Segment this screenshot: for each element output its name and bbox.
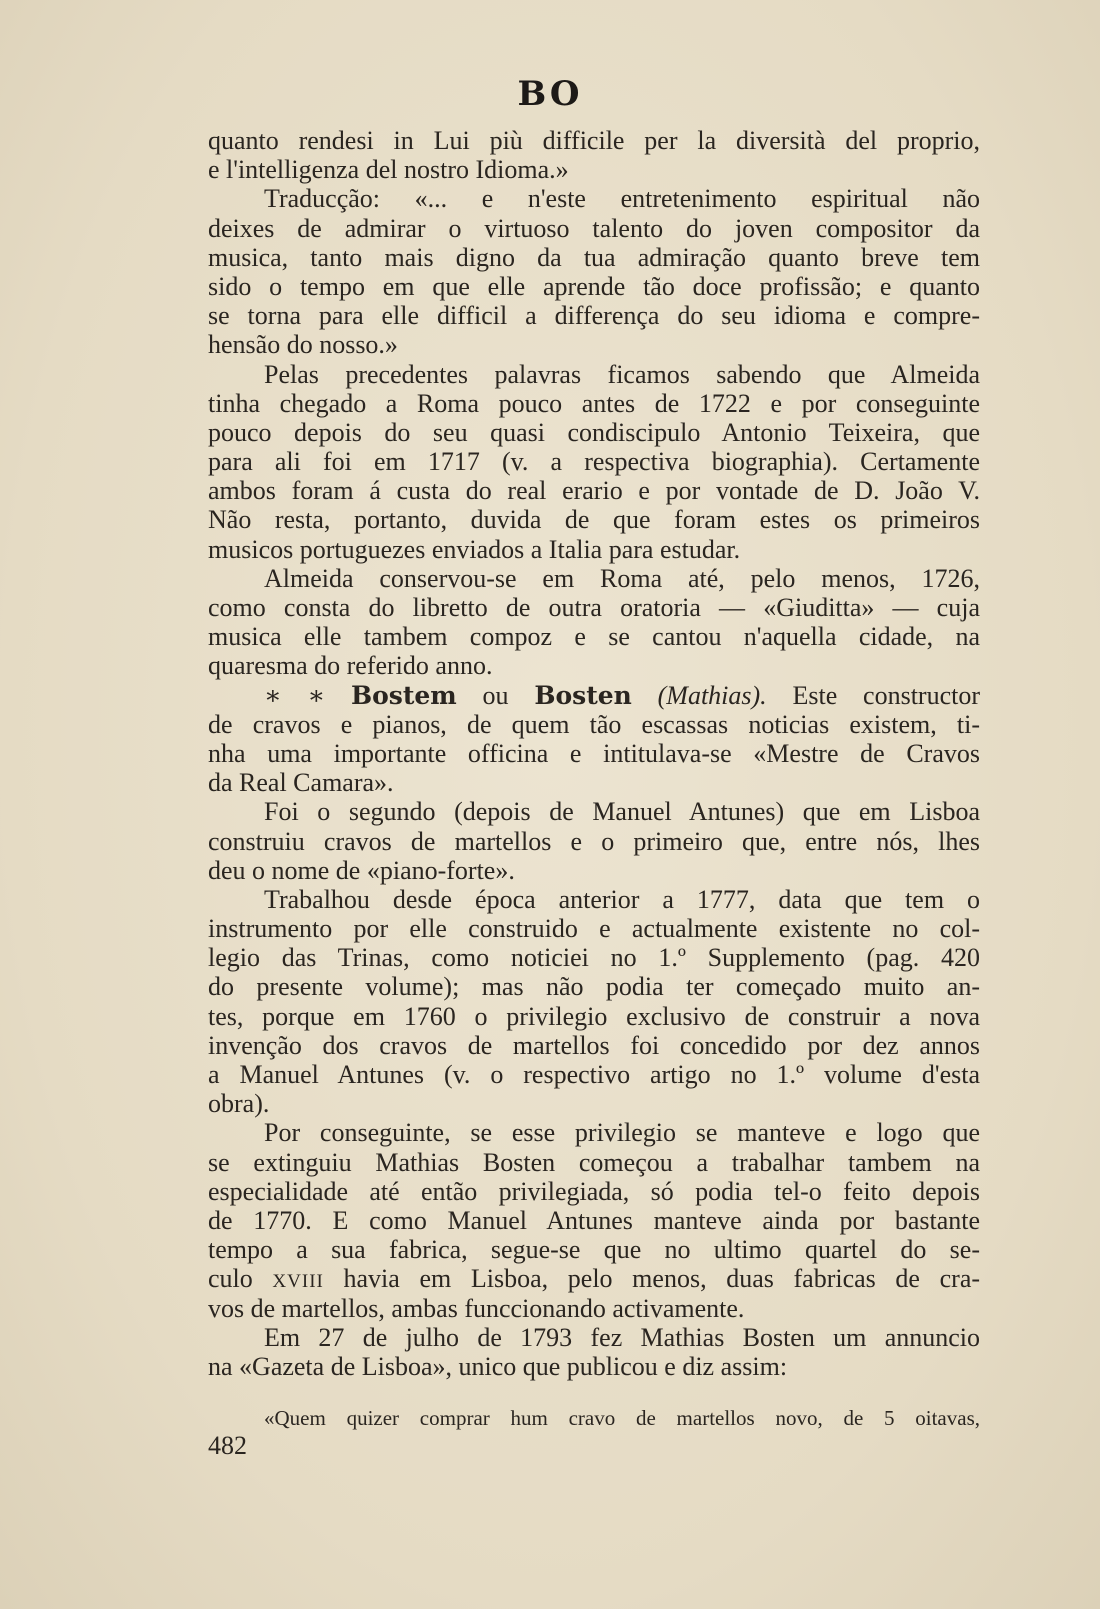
entry-name-alt: Bosten [534,680,632,710]
text-line: construiu cravos de martellos e o primeiro que, entre nós, lhes [208,826,980,856]
text-line: se torna para elle difficil a differença do seu idioma e compre- [208,301,980,331]
text-line: invenção dos cravos de martellos foi concedido por dez annos [208,1030,980,1060]
text-line: sido o tempo em que elle aprende tão doce profissão; e quanto [208,271,980,301]
century-after: havia em Lisboa, pelo menos, duas fabricas de cra- [343,1264,980,1294]
text-line: especialidade até então privilegiada, só podia tel-o feito depois [208,1176,980,1206]
text-line: nha uma importante officina e intitulava-se «Mestre de Cravos [208,738,980,768]
text-line: obra). [208,1089,270,1119]
text-line: Não resta, portanto, duvida de que foram estes os primeiros [208,505,980,535]
text-line: da Real Camara». [208,768,394,798]
text-line [208,1264,980,1293]
century-before: culo [208,1264,253,1294]
text-line: para ali foi em 1717 (v. a respectiva biographia). Certamente [208,447,980,477]
text-line: tes, porque em 1760 o privilegio exclusivo de construir a nova [208,1001,980,1031]
entry-first-name: (Mathias). [657,680,767,710]
text-line: tinha chegado a Roma pouco antes de 1722 e por conseguinte [208,388,980,418]
text-line: ambos foram á custa do real erario e por vontade de D. João V. [208,476,980,506]
text-line: Por conseguinte, se esse privilegio se manteve e logo que [264,1118,980,1148]
text-line: como consta do libretto de outra oratoria — «Giuditta» — cuja [208,593,980,622]
text-line: Em 27 de julho de 1793 fez Mathias Bosten um annuncio [264,1322,980,1352]
text-line: pouco depois do seu quasi condiscipulo Antonio Teixeira, que [208,417,980,447]
text-line: instrumento por elle construido e actualmente existente no col- [208,914,980,944]
text-line: Traducção: «... e n'este entretenimento espiritual não [264,184,980,214]
running-head: BO [517,74,583,114]
entry-text: Este constructor [792,680,980,710]
spacer [208,1381,980,1403]
body-text [208,126,980,1463]
text-line: quanto rendesi in Lui più difficile per la diversità del proprio, [208,126,980,155]
text-line: legio das Trinas, como noticiei no 1.º Supplemento (pag. 420 [208,943,980,973]
text-line: Trabalhou desde época anterior a 1777, data que tem o [264,884,980,914]
text-line: Pelas precedentes palavras ficamos sabendo que Almeida [264,359,980,389]
text-line: a Manuel Antunes (v. o respectivo artigo no 1.º volume d'esta [208,1060,980,1089]
text-line: do presente volume); mas não podia ter começado muito an- [208,972,980,1002]
text-line: deu o nome de «piano-forte». [208,855,515,885]
quoted-advertisement: «Quem quizer comprar hum cravo de martellos novo, de 5 oitavas, [264,1406,980,1431]
entry-name: Bostem [350,680,457,710]
text-line: se extinguiu Mathias Bosten começou a trabalhar tambem na [208,1147,980,1177]
century-numeral: XVIII [272,1271,324,1293]
text-line: Foi o segundo (depois de Manuel Antunes) que em Lisboa [264,797,980,827]
text-line: na «Gazeta de Lisboa», unico que publicou e diz assim: [208,1351,788,1381]
text-line [208,681,980,710]
text-line: musica, tanto mais digno da tua admiração quanto breve tem [208,242,980,272]
text-line: vos de martellos, ambas funccionando activamente. [208,1293,745,1323]
text-line: Almeida conservou-se em Roma até, pelo menos, 1726, [264,563,980,593]
entry-marker: ∗ ∗ [264,680,326,710]
text-line: de 1770. E como Manuel Antunes manteve ainda por bastante [208,1205,980,1235]
text-line: tempo a sua fabrica, segue-se que no ultimo quartel do se- [208,1235,980,1265]
entry-connector: ou [482,680,509,710]
text-line: musicos portuguezes enviados a Italia para estudar. [208,534,741,564]
text-line: deixes de admirar o virtuoso talento do joven compositor da [208,213,980,243]
text-line: musica elle tambem compoz e se cantou n'aquella cidade, na [208,622,980,652]
text-line: hensão do nosso.» [208,330,398,360]
text-line: quaresma do referido anno. [208,651,493,681]
page-number: 482 [208,1431,247,1461]
text-line: de cravos e pianos, de quem tão escassas noticias existem, ti- [208,709,980,739]
text-line: e l'intelligenza del nostro Idioma.» [208,155,569,185]
